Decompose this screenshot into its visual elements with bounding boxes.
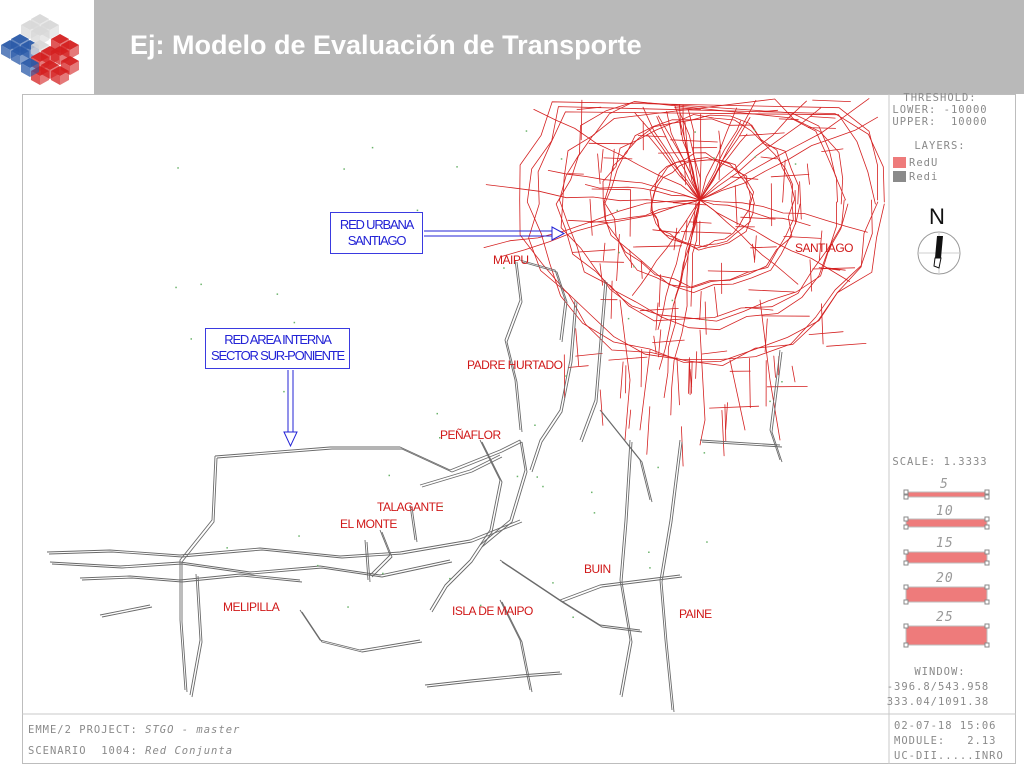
node-dot [537, 476, 539, 478]
scale-bar [906, 492, 987, 497]
page-title: Ej: Modelo de Evaluación de Transporte [130, 30, 642, 60]
footer-org: UC-DII.....INRO [894, 750, 1004, 762]
node-dot [343, 168, 345, 170]
annotation-red-urbana [330, 212, 423, 254]
footer-project-info [28, 720, 240, 759]
scale-label-15: 15 [936, 536, 954, 551]
layer-swatch-redi [893, 171, 906, 182]
city-label-paine: PAINE [679, 607, 712, 621]
node-dot [200, 284, 202, 286]
project-label: EMME/2 PROJECT: [28, 724, 138, 736]
node-dot [704, 452, 706, 454]
node-dot [175, 287, 177, 289]
scale-label-10: 10 [936, 504, 954, 519]
node-dot [294, 322, 296, 324]
node-dot [347, 606, 349, 608]
node-dot [769, 401, 771, 403]
node-dot [754, 130, 756, 132]
annotation-line: RED URBANA [339, 217, 414, 232]
city-label-el-monte: EL MONTE [340, 517, 397, 531]
annotation-red-area [205, 328, 350, 369]
node-dot [713, 157, 715, 159]
node-dot [633, 266, 635, 268]
node-dot [417, 210, 419, 212]
city-label-isla-de-maipo: ISLA DE MAIPO [452, 604, 533, 618]
node-dot [705, 319, 707, 321]
layers-title: LAYERS: [914, 140, 966, 152]
node-dot [382, 573, 384, 575]
scale-bar [906, 552, 987, 563]
scale-bar [906, 626, 987, 645]
threshold-upper: UPPER: 10000 [892, 116, 988, 128]
scale-bar [906, 519, 987, 527]
node-dot [226, 547, 228, 549]
area-road-network [47, 260, 782, 712]
scale-bar [906, 587, 987, 602]
annotation-line: SANTIAGO [347, 233, 406, 248]
window-line-1: -396.8/543.958 [886, 681, 990, 693]
node-dot [372, 147, 374, 149]
node-dot [648, 552, 650, 554]
node-dot [565, 375, 567, 377]
node-dot [649, 567, 651, 569]
scale-label-25: 25 [936, 610, 954, 625]
city-label-santiago: SANTIAGO [795, 241, 854, 255]
scenario-label: SCENARIO 1004: [28, 745, 138, 757]
threshold-lower: LOWER: -10000 [892, 104, 988, 116]
city-label-buin: BUIN [584, 562, 611, 576]
node-dot [755, 156, 757, 158]
area-arrow-head [284, 432, 297, 446]
city-label-maipu: MAIPU [493, 253, 529, 267]
node-dot [534, 425, 536, 427]
city-label-melipilla: MELIPILLA [223, 600, 280, 614]
footer-date: 02-07-18 15:06 [894, 720, 997, 732]
node-dot [449, 578, 451, 580]
node-dot [781, 381, 783, 383]
north-arrow-icon [918, 232, 960, 274]
node-dot [657, 467, 659, 469]
node-dot [591, 492, 593, 494]
layer-label-redi: Redi [909, 171, 939, 183]
node-dot [517, 476, 519, 478]
window-title: WINDOW: [914, 666, 966, 678]
node-dot [191, 338, 193, 340]
node-dot [503, 267, 505, 269]
node-dot [437, 413, 439, 415]
node-dot [283, 391, 285, 393]
node-dot [177, 167, 179, 169]
node-dot [795, 163, 797, 165]
node-dot [594, 512, 596, 514]
node-dot [277, 293, 279, 295]
node-dot [572, 617, 574, 619]
node-dot [526, 130, 528, 132]
node-dot [706, 541, 708, 543]
node-dot [456, 166, 458, 168]
city-label-talagante: TALAGANTE [377, 500, 443, 514]
node-dot [618, 252, 620, 254]
node-dot [617, 210, 619, 212]
node-dot [694, 131, 696, 133]
threshold-title: THRESHOLD: [903, 92, 977, 104]
project-value: STGO - master [145, 724, 241, 736]
scale-label-5: 5 [940, 477, 949, 492]
layer-label-redu: RedU [909, 157, 939, 169]
scale-title: SCALE: 1.3333 [892, 456, 988, 468]
north-label: N [929, 204, 945, 229]
node-dot [628, 318, 630, 320]
node-dot [552, 582, 554, 584]
annotation-line: RED AREA INTERNA [224, 332, 331, 347]
annotation-line: SECTOR SUR-PONIENTE [211, 348, 344, 363]
footer-module-info [894, 720, 1004, 762]
scale-label-20: 20 [936, 571, 954, 586]
city-label-padre-hurtado: PADRE HURTADO [467, 358, 563, 372]
footer-module: MODULE: 2.13 [894, 735, 997, 747]
node-dot [542, 486, 544, 488]
urban-road-network [484, 99, 884, 467]
node-dot [672, 300, 674, 302]
city-label-penaflor: PEÑAFLOR [440, 428, 501, 442]
layer-swatch-redu [893, 157, 906, 168]
node-dot [298, 535, 300, 537]
node-dot [389, 475, 391, 477]
node-dot [317, 565, 319, 567]
node-dot [561, 158, 563, 160]
window-line-2: 333.04/1091.38 [886, 696, 990, 708]
scenario-value: Red Conjunta [145, 745, 234, 757]
